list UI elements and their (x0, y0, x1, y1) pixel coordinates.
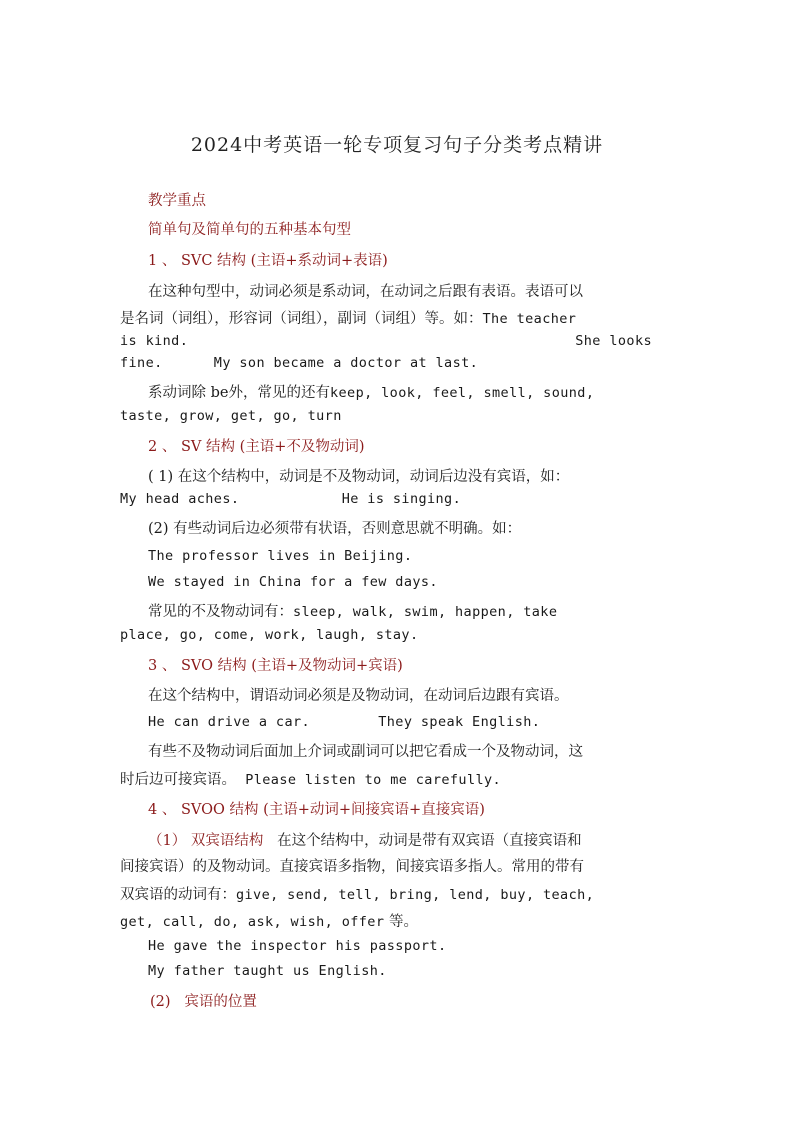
example-text: give, send, tell, bring, lend, buy, teach, (236, 887, 595, 903)
section-4-paragraph-line (120, 910, 418, 931)
section-1-paragraph-line (120, 307, 576, 328)
section-4-paragraph-line (148, 829, 582, 850)
paragraph-text: 等。 (388, 914, 418, 930)
section-2-paragraph-line (148, 600, 557, 621)
paragraph-text: 时后边可接宾语。 (120, 772, 236, 788)
example-text: sleep, walk, swim, happen, take (293, 604, 558, 620)
section-4-subheading-line (150, 990, 257, 1011)
example-text: The teacher (482, 311, 577, 327)
subheading-number: (2) (150, 994, 171, 1010)
section-2-example-line: We stayed in China for a few days. (148, 574, 438, 590)
section-3-paragraph-line: 在这个结构中，谓语动词必须是及物动词，在动词后边跟有宾语。 (148, 688, 569, 704)
paragraph-text: 系动词除 be外，常见的还有 (148, 385, 330, 401)
subheading-double-object: （1） 双宾语结构 (148, 833, 264, 849)
example-text: She looks (575, 333, 652, 349)
document-title: 2024中考英语一轮专项复习句子分类考点精讲 (190, 134, 604, 156)
section-1-verb-list: taste, grow, get, go, turn (120, 408, 342, 424)
section-2-paragraph-line: (2) 有些动词后边必须带有状语，否则意思就不明确。如： (148, 521, 522, 537)
section-1-paragraph-line: 在这种句型中，动词必须是系动词，在动词之后跟有表语。表语可以 (148, 284, 583, 300)
section-1-example-line: fine. My son became a doctor at last. (120, 355, 479, 371)
example-text: Please listen to me carefully. (245, 772, 502, 788)
paragraph-text: 在这个结构中，动词是带有双宾语（直接宾语和 (277, 833, 582, 849)
section-2-example-line: My head aches. He is singing. (120, 491, 462, 507)
paragraph-text: 常见的不及物动词有： (148, 604, 293, 620)
section-4-heading: 4 、 SVOO 结构 (主语+动词+间接宾语+直接宾语) (148, 802, 485, 818)
subheading-object-position: 宾语的位置 (184, 994, 257, 1010)
section-2-example-line: The professor lives in Beijing. (148, 548, 413, 564)
paragraph-text: 双宾语的动词有： (120, 887, 236, 903)
section-1-heading: 1 、 SVC 结构 (主语+系动词+表语) (148, 253, 388, 269)
section-1-paragraph-line (148, 381, 594, 402)
heading-sentence-types: 简单句及简单句的五种基本句型 (148, 222, 351, 238)
section-4-paragraph-line: 间接宾语）的及物动词。直接宾语多指物，间接宾语多指人。常用的带有 (120, 859, 584, 875)
section-4-paragraph-line (120, 883, 594, 904)
example-text: keep, look, feel, smell, sound, (329, 385, 595, 401)
heading-teaching-focus: 教学重点 (148, 193, 206, 209)
section-3-paragraph-line: 有些不及物动词后面加上介词或副词可以把它看成一个及物动词，这 (148, 744, 583, 760)
example-text: get, call, do, ask, wish, offer (120, 914, 385, 930)
section-3-paragraph-line (120, 768, 501, 789)
example-text: is kind. (120, 333, 189, 349)
section-3-example-line: He can drive a car. They speak English. (148, 714, 541, 730)
section-4-example-line: He gave the inspector his passport. (148, 938, 447, 954)
section-2-paragraph-line: ( 1) 在这个结构中，动词是不及物动词，动词后边没有宾语，如： (148, 469, 570, 485)
section-4-example-line: My father taught us English. (148, 963, 387, 979)
paragraph-text: 是名词（词组），形容词（词组），副词（词组）等。如： (120, 311, 483, 327)
section-3-heading: 3 、 SVO 结构 (主语+及物动词+宾语) (148, 658, 403, 674)
section-2-verb-list: place, go, come, work, laugh, stay. (120, 627, 419, 643)
section-1-example-line (120, 333, 652, 349)
section-2-heading: 2 、 SV 结构 (主语+不及物动词) (148, 439, 365, 455)
